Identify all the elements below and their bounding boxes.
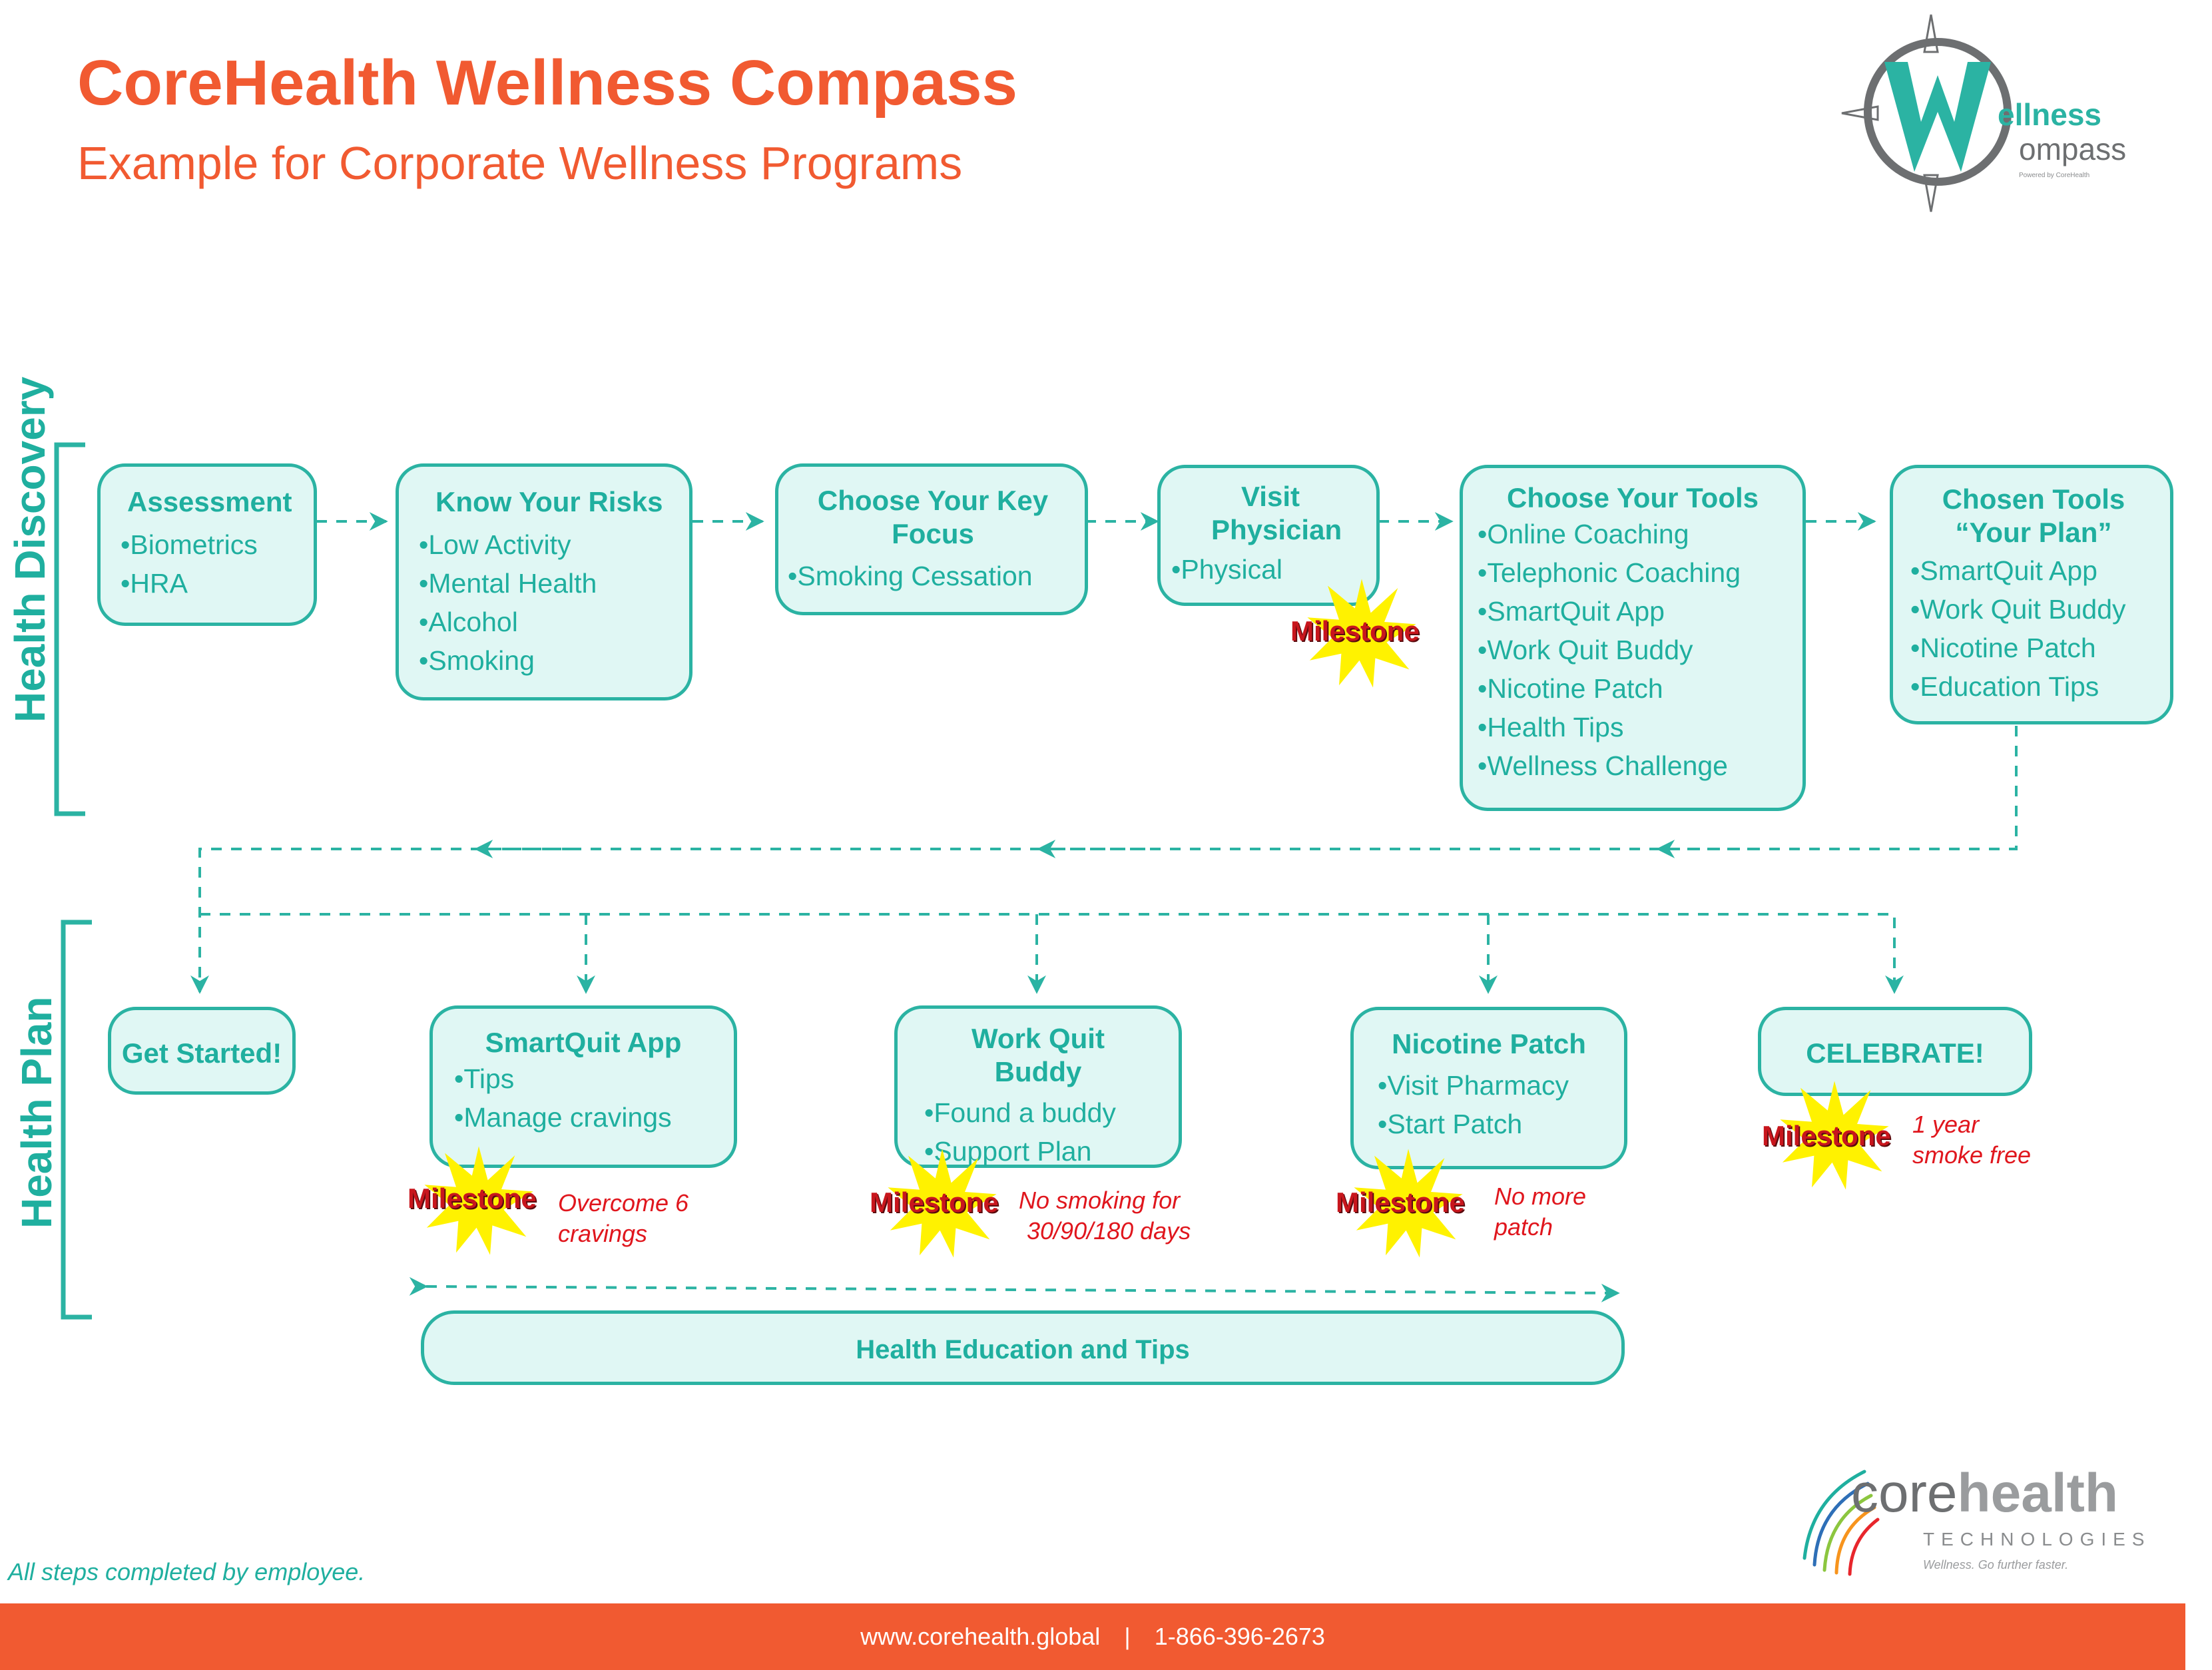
list-item: • Wellness Challenge <box>1478 746 1802 785</box>
logo-text-line2: ompass <box>2019 132 2127 166</box>
list-item: • Telephonic Coaching <box>1478 553 1802 592</box>
step-get-started <box>108 1007 296 1095</box>
list-item: • Alcohol <box>419 603 689 641</box>
step-title: Know Your Risks <box>435 486 663 517</box>
list-item: • HRA <box>121 564 314 603</box>
list-item: • Mental Health <box>419 564 689 603</box>
list-item: • SmartQuit App <box>1478 592 1802 631</box>
list-item: • Nicotine Patch <box>1478 669 1802 708</box>
list-item: • Low Activity <box>419 525 689 564</box>
step-nicotine-patch <box>1350 1007 1627 1169</box>
list-item: • Support Plan <box>924 1132 1179 1171</box>
step-title: Chosen Tools “Your Plan” <box>1942 483 2125 549</box>
step-title: Visit Physician <box>1211 481 1342 546</box>
step-chosen-tools-your-plan <box>1890 465 2173 724</box>
corehealth-wordmark <box>1851 1462 2118 1525</box>
page-title: CoreHealth Wellness Compass <box>77 47 1018 119</box>
wordmark-core: core <box>1851 1463 1958 1524</box>
corehealth-technologies: TECHNOLOGIES <box>1923 1529 2151 1549</box>
list-item: • Nicotine Patch <box>1910 629 2170 667</box>
education-bar-label: Health Education and Tips <box>856 1335 1190 1364</box>
step-title: Choose Your Tools <box>1506 482 1759 513</box>
step-choose-your-tools <box>1460 465 1806 811</box>
list-item: • Found a buddy <box>924 1093 1179 1132</box>
list-item: • Health Tips <box>1478 708 1802 746</box>
step-know-your-risks <box>396 463 692 700</box>
step-title: Work Quit Buddy <box>971 1023 1105 1088</box>
step-work-quit-buddy <box>894 1005 1182 1168</box>
milestone-note-patch <box>1494 1181 1586 1243</box>
page-subtitle: Example for Corporate Wellness Programs <box>77 137 963 189</box>
step-title: Get Started! <box>121 1037 282 1069</box>
step-title: CELEBRATE! <box>1806 1037 1984 1069</box>
list-item: • Work Quit Buddy <box>1478 631 1802 669</box>
step-title: Assessment <box>127 486 292 517</box>
list-item: • Visit Pharmacy <box>1378 1066 1624 1105</box>
note-line: patch <box>1494 1213 1553 1241</box>
list-item: • Biometrics <box>121 525 314 564</box>
list-item: • Smoking <box>419 641 689 680</box>
milestone-label: Milestone <box>1762 1120 1891 1151</box>
list-item: • Work Quit Buddy <box>1910 590 2170 629</box>
milestone-label: Milestone <box>870 1187 999 1218</box>
milestone-note-buddy <box>1019 1185 1191 1247</box>
step-assessment <box>97 463 317 626</box>
note-line: cravings <box>558 1220 648 1247</box>
section-label-health-discovery: Health Discovery <box>6 376 54 722</box>
list-item: • Online Coaching <box>1478 515 1802 553</box>
logo-text-tag: Powered by CoreHealth <box>2019 172 2090 179</box>
list-item: • Smoking Cessation <box>788 557 1078 595</box>
list-item: • SmartQuit App <box>1910 551 2170 590</box>
logo-text-line1: ellness <box>1998 97 2101 132</box>
list-item: • Physical <box>1171 550 1370 589</box>
note-line: No smoking for <box>1019 1187 1181 1214</box>
milestone-note-smartquit <box>558 1188 689 1249</box>
milestone-label: Milestone <box>408 1183 537 1214</box>
step-title: Choose Your Key Focus <box>817 485 1049 550</box>
note-line: smoke free <box>1912 1141 2032 1169</box>
list-item: • Start Patch <box>1378 1105 1624 1143</box>
note-line: Overcome 6 <box>558 1189 689 1217</box>
footer-bar <box>0 1603 2185 1670</box>
footer-website[interactable]: www.corehealth.global <box>860 1623 1101 1650</box>
footnote: All steps completed by employee. <box>8 1558 366 1585</box>
corehealth-tagline: Wellness. Go further faster. <box>1923 1558 2069 1571</box>
list-item: • Manage cravings <box>454 1098 734 1137</box>
step-title: SmartQuit App <box>485 1027 682 1058</box>
step-title: Nicotine Patch <box>1392 1028 1586 1059</box>
milestone-note-celebrate <box>1912 1109 2031 1171</box>
step-choose-key-focus <box>775 463 1088 615</box>
list-item: • Tips <box>454 1059 734 1098</box>
section-label-health-plan: Health Plan <box>13 996 61 1229</box>
milestone-label: Milestone <box>1290 615 1420 647</box>
note-line: 1 year <box>1912 1111 1980 1138</box>
milestone-label: Milestone <box>1336 1187 1465 1218</box>
note-line: No more <box>1494 1183 1587 1210</box>
note-line: 30/90/180 days <box>1027 1217 1191 1245</box>
wordmark-health: health <box>1957 1463 2118 1524</box>
footer-separator: | <box>1124 1623 1131 1650</box>
footer-phone[interactable]: 1-866-396-2673 <box>1154 1623 1325 1650</box>
health-education-bar <box>421 1310 1625 1385</box>
list-item: • Education Tips <box>1910 667 2170 706</box>
